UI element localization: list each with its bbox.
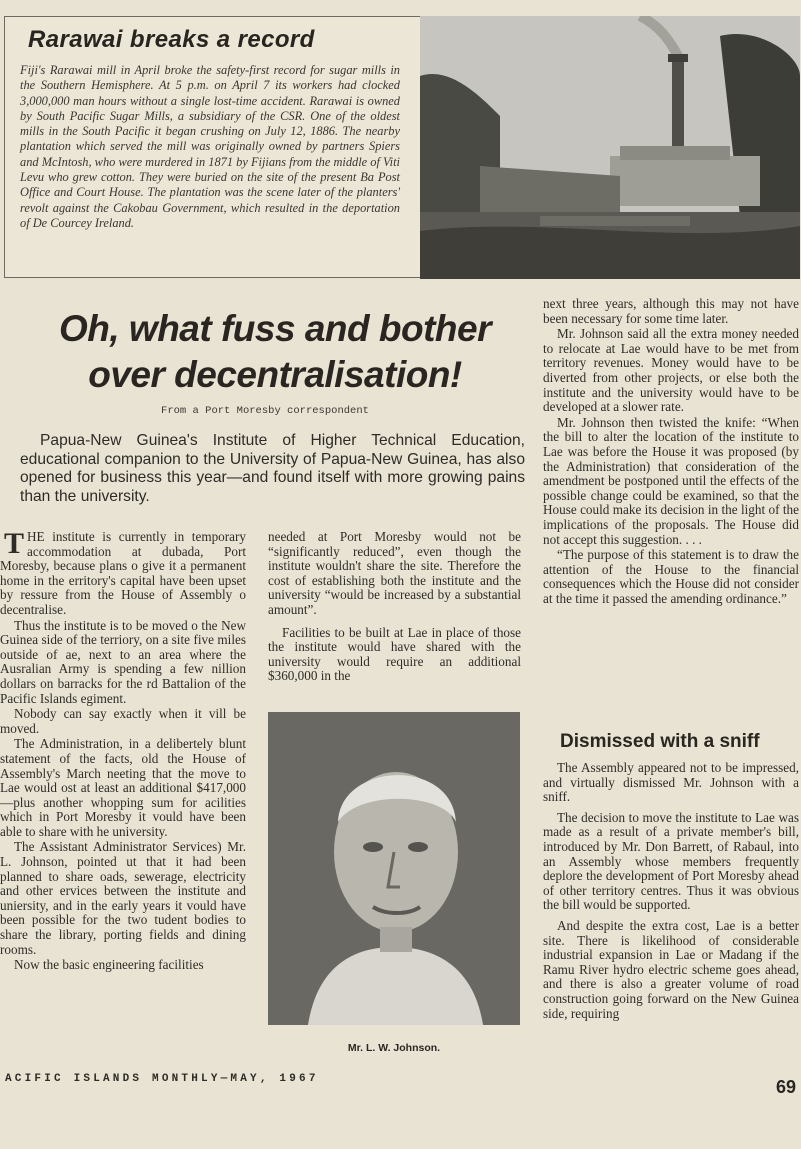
headline-line-2: over decentralisation!: [88, 354, 462, 395]
col3-paragraph-4: “The purpose of this statement is to draw the attention of the House to the financial consequences which the House did not consider at the time it passed the amending ordinance.”: [543, 547, 799, 606]
col3b-paragraph-3: And despite the extra cost, Lae is a better site. There is likelihood of considerable industrial expansion in Lae or Madang if the Ramu River hydro electric scheme goes ahead, and there is also a greater volume of road construction going forward on the New Guinea side, requiring: [543, 917, 799, 1021]
headline-line-1: Oh, what fuss and bother: [58, 308, 492, 349]
col2-paragraph-2: Facilities to be built at Lae in place of those the institute would have shared with the university would require an additional $360,000 in the: [268, 624, 521, 684]
mill-photo-illustration: [420, 16, 800, 279]
col2-paragraph-1: needed at Port Moresby would not be “significantly reduced”, even though the institute wouldn't share the site. Therefore the cost of establishing both the institute and the university “would be increased by a substantial amount”.: [268, 529, 521, 617]
publication-footer: ACIFIC ISLANDS MONTHLY—MAY, 1967: [5, 1073, 319, 1085]
column-2: [268, 530, 521, 684]
box-heading: Rarawai breaks a record: [28, 26, 315, 53]
byline: From a Port Moresby correspondent: [161, 405, 369, 417]
subheading: Dismissed with a sniff: [560, 731, 760, 752]
col3b-paragraph-1: The Assembly appeared not to be impressed, and virtually dismissed Mr. Johnson with a sniff.: [543, 760, 799, 805]
mill-photo: [420, 16, 800, 279]
col1-paragraph-2: Thus the institute is to be moved o the New Guinea side of the terriory, on a site five miles outside of ae, next to an area where the Ausralian Army is spending a few nillion dollars on barracks for the rd Battalion of the Pacific Islands egiment.: [0, 617, 246, 706]
col1-paragraph-3: Nobody can say exactly when it vill be moved.: [0, 706, 246, 736]
col1-paragraph-1: [0, 527, 246, 618]
lead-paragraph: Papua-New Guinea's Institute of Higher Technical Education, educational companion to the University of Papua-New Guinea, has also opened for business this year—and found itself with more growing pains than the university.: [20, 432, 525, 505]
col3-paragraph-1: next three years, although this may not have been necessary for some time later.: [543, 296, 799, 326]
photo-caption: Mr. L. W. Johnson.: [347, 1042, 441, 1054]
col1-paragraph-4: The Administration, in a delibertely blunt statement of the facts, old the House of Assembly's March neeting that the move to Lae would ost at least an additional $417,000 —plus another whopping sum for acilities which in Port Moresby it vould have been able to share with he university.: [0, 736, 246, 839]
col3b-paragraph-2: The decision to move the institute to Lae was made as a result of a private member's bill, introduced by Mr. Don Barrett, of Rabaul, into an Assembly whose members frequently deplore the development of Port Moresby ahead of other territory centres. Thus it was obvious the bill would be supported.: [543, 809, 799, 913]
portrait-photo: [268, 712, 520, 1025]
column-3: [543, 297, 799, 606]
column-1: [0, 527, 246, 973]
col1-paragraph-6: Now the basic engineering facilities: [14, 957, 204, 973]
portrait-illustration: [268, 712, 520, 1025]
col1-p1-text: HE institute is currently in temporary accommodation at dubada, Port Moresby, because plans o give it a permanent home in the erritory's capital have been upset by ressure from the House of Assembly o decentralise.: [0, 529, 246, 617]
drop-cap: T: [4, 527, 25, 560]
col1-paragraph-5: The Assistant Administrator Services) Mr. L. Johnson, pointed ut that it had been planned to share oads, sewerage, electricity and other ervices between the institute and uniersity, and in the early years it vould have been possible for the two tudent bodies to share the library, porting fields and dining rooms.: [0, 839, 246, 957]
box-text: Fiji's Rarawai mill in April broke the safety-first record for sugar mills in the Southern Hemisphere. At 5 p.m. on April 7 its workers had clocked 3,000,000 man hours without a single lost-time accident. Rarawai is owned by South Pacific Sugar Mills, a subsidiary of the CSR. One of the oldest mills in the South Pacific it began crushing on July 12, 1886. The nearby plantation which served the mill was originally owned by partners Spiers and McIntosh, who were murdered in 1871 by Fijians from the middle of Viti Levu who grew cotton. They were buried on the site of the present Ba Post Office and Court House. The plantation was the scene later of the planters' revolt against the Cakobau Government, which resulted in the deportation of De Courcey Ireland.: [20, 63, 400, 230]
page-number: 69: [775, 1077, 796, 1097]
col3-paragraph-3: Mr. Johnson then twisted the knife: “When the bill to alter the location of the institute to Lae was before the House it was proposed (by the Administration) that consideration of the amendment be postponed until the effects of the possible change could be examined, so that the House could make its decision in the light of the implications of the proposals. The House did not accept this suggestion. . . .: [543, 414, 799, 547]
article-headline: [40, 306, 510, 398]
column-3-continued: [543, 761, 799, 1021]
col3-paragraph-2: Mr. Johnson said all the extra money needed to relocate at Lae would have to be met from territory revenues. Money would have to be diverted from other projects, or else both the institute and the university would have to be developed at a slower rate.: [543, 326, 799, 415]
